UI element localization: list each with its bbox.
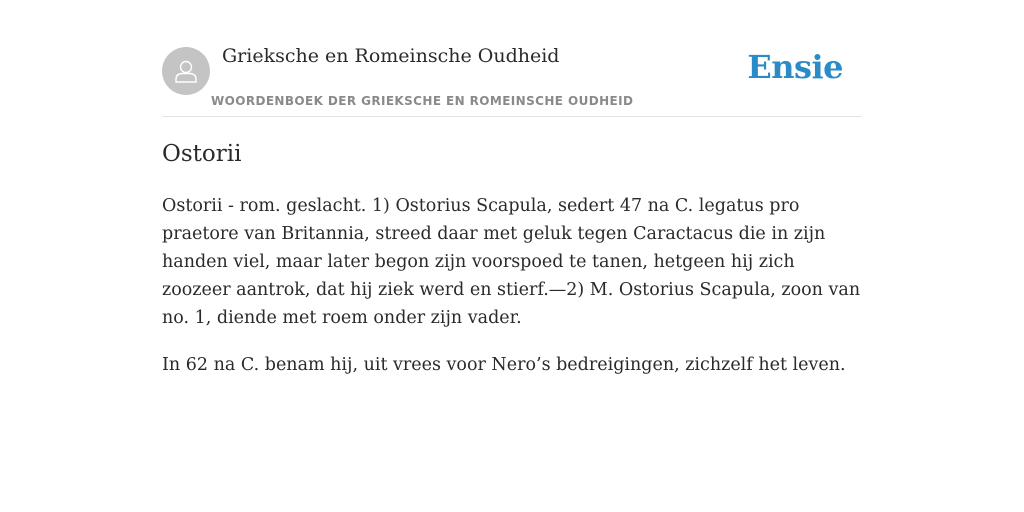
user-avatar-icon[interactable] (162, 47, 210, 95)
entry-content (162, 136, 862, 379)
user-outline-icon (172, 57, 200, 85)
source-header (162, 40, 862, 117)
entry-paragraph-1: Ostorii - rom. geslacht. 1) Ostorius Scapula, sedert 47 na C. legatus pro praetore van Britannia, streed daar met geluk tegen Caractacus die in zijn handen viel, maar later begon zijn voorspoed te tanen, hetgeen hij zich zoozeer aantrok, dat hij ziek werd en stierf.—2) M. Ostorius Scapula, zoon van no. 1, diende met roem onder zijn vader. (162, 196, 861, 328)
source-subtitle: WOORDENBOEK DER GRIEKSCHE EN ROMEINSCHE OUDHEID (211, 94, 634, 108)
entry-paragraph-2: In 62 na C. benam hij, uit vrees voor Nero’s bedreigingen, zichzelf het leven. (162, 355, 846, 375)
source-title-link[interactable]: Grieksche en Romeinsche Oudheid (222, 45, 560, 67)
entry-title: Ostorii (162, 141, 242, 167)
brand-logo-link[interactable]: Ensie (747, 48, 843, 86)
